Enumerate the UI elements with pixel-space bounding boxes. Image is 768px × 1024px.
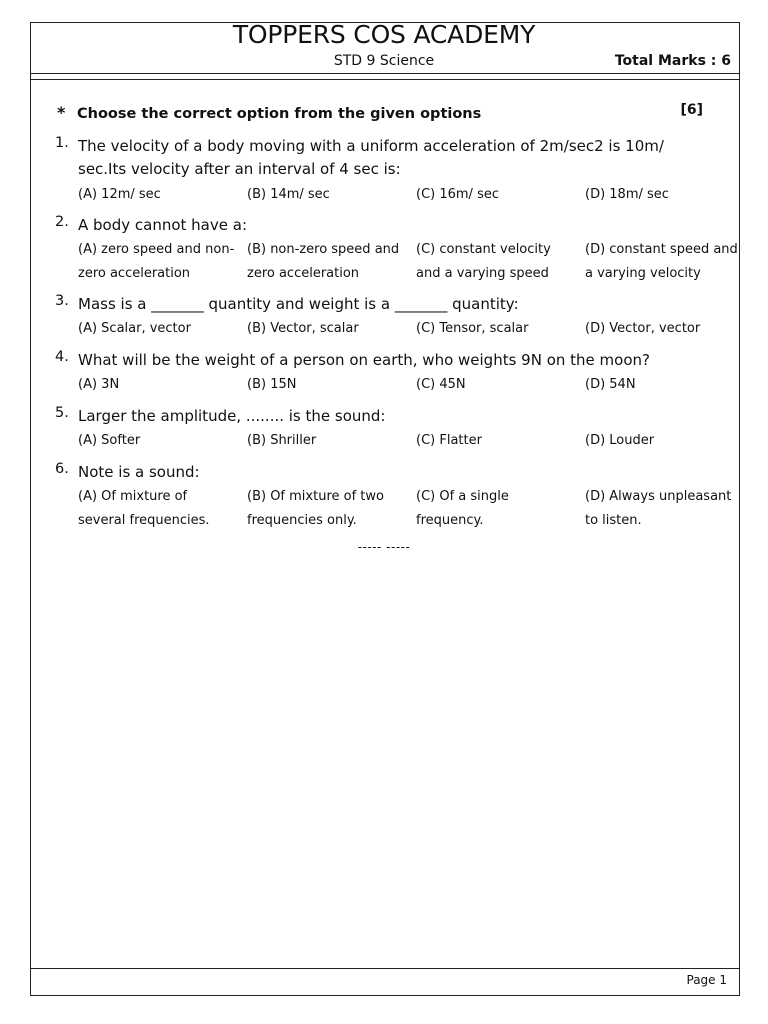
header-divider-top bbox=[31, 73, 739, 74]
instruction-text: Choose the correct option from the given options bbox=[77, 106, 482, 122]
option-d: (D) constant speed and a varying velocity bbox=[585, 242, 738, 281]
option-a: (A) Scalar, vector bbox=[78, 321, 191, 336]
question-number: 2. bbox=[55, 214, 69, 230]
question-number: 5. bbox=[55, 405, 69, 421]
class-subject: STD 9 Science bbox=[333, 53, 435, 69]
question-number: 6. bbox=[55, 461, 69, 477]
option-c: (C) Tensor, scalar bbox=[416, 321, 529, 336]
option-d: (D) Vector, vector bbox=[585, 321, 701, 336]
question-text: Larger the amplitude, ........ is the sound: bbox=[78, 407, 386, 425]
page-title: TOPPERS COS ACADEMY bbox=[232, 20, 536, 49]
question-text: Mass is a _______ quantity and weight is a _______ quantity: bbox=[78, 295, 519, 313]
option-a: (A) zero speed and non-zero acceleration bbox=[78, 242, 235, 281]
option-b: (B) Of mixture of two frequencies only. bbox=[247, 489, 384, 528]
option-d: (D) 54N bbox=[585, 377, 636, 392]
option-a: (A) Of mixture of several frequencies. bbox=[78, 489, 210, 528]
option-c: (C) Flatter bbox=[416, 433, 482, 448]
option-c: (C) Of a single frequency. bbox=[416, 489, 509, 528]
question-number: 4. bbox=[55, 349, 69, 365]
header-divider-bottom bbox=[31, 79, 739, 80]
option-b: (B) 14m/ sec bbox=[247, 187, 330, 202]
option-c: (C) 45N bbox=[416, 377, 466, 392]
option-b: (B) Shriller bbox=[247, 433, 317, 448]
option-c: (C) 16m/ sec bbox=[416, 187, 499, 202]
question-text: The velocity of a body moving with a uniform acceleration of 2m/sec2 is 10m/ sec.Its velocity after an interval of 4 sec is: bbox=[78, 137, 664, 178]
footer-divider bbox=[31, 968, 739, 969]
option-a: (A) 12m/ sec bbox=[78, 187, 161, 202]
option-a: (A) 3N bbox=[78, 377, 120, 392]
question-text: A body cannot have a: bbox=[78, 216, 247, 234]
option-b: (B) non-zero speed and zero acceleration bbox=[247, 242, 400, 281]
option-d: (D) Always unpleasant to listen. bbox=[585, 489, 732, 528]
option-c: (C) constant velocity and a varying speed bbox=[416, 242, 551, 281]
option-d: (D) 18m/ sec bbox=[585, 187, 669, 202]
option-a: (A) Softer bbox=[78, 433, 141, 448]
option-b: (B) Vector, scalar bbox=[247, 321, 359, 336]
option-d: (D) Louder bbox=[585, 433, 655, 448]
question-number: 3. bbox=[55, 293, 69, 309]
question-number: 1. bbox=[55, 135, 69, 151]
question-text: Note is a sound: bbox=[78, 463, 200, 481]
total-marks: Total Marks : 6 bbox=[614, 53, 731, 69]
end-of-paper-mark: ----- ----- bbox=[357, 540, 411, 554]
question-text: What will be the weight of a person on earth, who weights 9N on the moon? bbox=[78, 351, 650, 369]
section-instruction bbox=[57, 103, 481, 122]
option-b: (B) 15N bbox=[247, 377, 297, 392]
bullet-star: * bbox=[57, 103, 66, 122]
section-marks: [6] bbox=[680, 102, 703, 118]
page-number: Page 1 bbox=[686, 973, 727, 987]
